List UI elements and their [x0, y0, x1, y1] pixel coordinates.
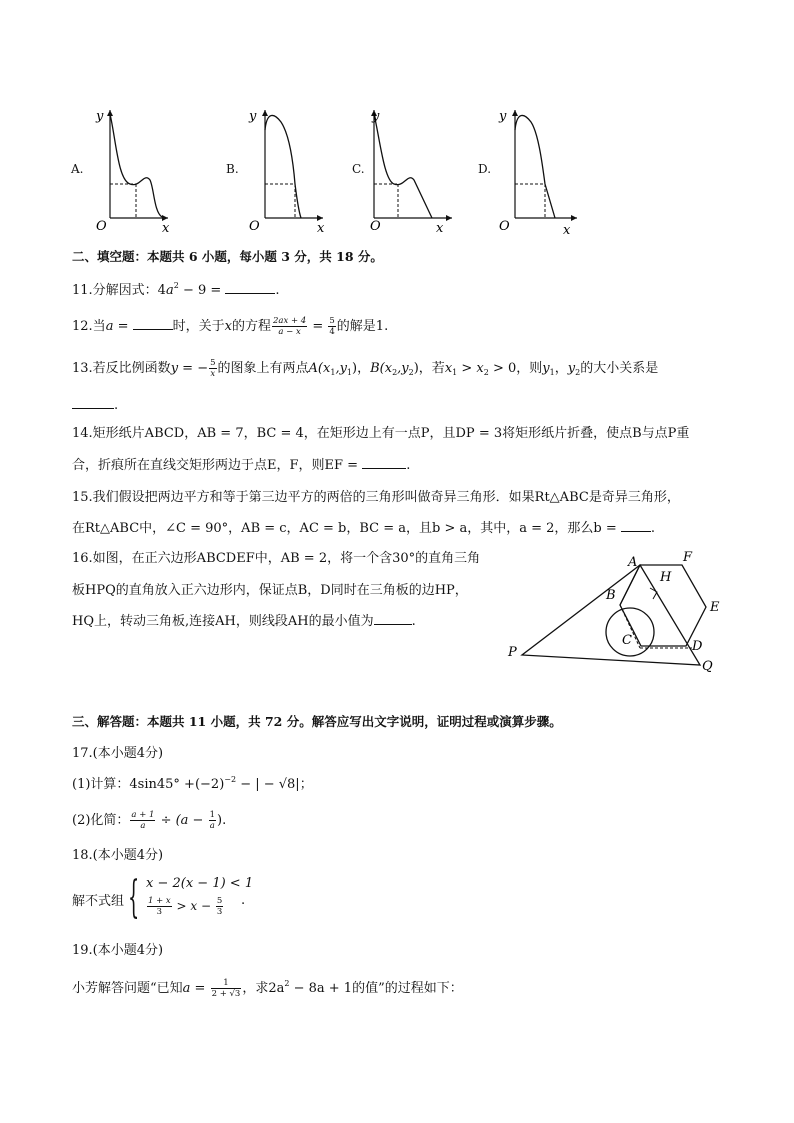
q18-frac2-num: 5 — [216, 896, 223, 906]
label-b: B — [606, 588, 616, 603]
q16-line3-text: HQ上，转动三角板,连接AH，则线段AH的最小值为 — [72, 614, 374, 629]
section-3-title: 三、解答题：本题共 11 小题，共 72 分。解答应写出文字说明，证明过程或演算步骤。 — [72, 714, 562, 729]
q13-p1: )， — [352, 361, 371, 376]
q16-answer-blank[interactable] — [374, 612, 412, 625]
question-18-prefix: 解不式组 — [72, 894, 125, 909]
q17-frac-den: a — [140, 821, 146, 831]
q17-p2: (2)化简： — [72, 813, 130, 828]
q17-fraction-2 — [209, 810, 216, 831]
question-18-heading: 18.(本小题4分) — [72, 848, 164, 863]
q12-frac-num: 2ax + 4 — [273, 316, 307, 326]
q18-fraction-2 — [216, 896, 223, 917]
label-c: C — [622, 633, 632, 648]
q13-y: y — [170, 361, 179, 376]
q12-eq2: = — [308, 319, 328, 334]
q18-inequality-1: x − 2(x − 1) < 1 — [146, 876, 254, 891]
q19-fraction — [211, 978, 242, 999]
q12-pre: 12.当 — [72, 319, 106, 334]
q17-p1: (1)计算：4sin45° +(−2) — [72, 777, 225, 792]
question-16-line2: 板HPQ的直角放入正六边形内，保证点B，D同时在三角板的边HP， — [72, 583, 468, 598]
q19-end: − 8a + 1的值”的过程如下： — [289, 981, 463, 996]
q13-point-a: A(x — [308, 361, 331, 376]
q18-frac-num: 1 + x — [148, 896, 171, 906]
q13-frac-num: 5 — [210, 358, 216, 368]
label-p: P — [508, 645, 517, 660]
q13-y2: y — [567, 361, 576, 376]
option-a-label: A. — [71, 162, 84, 176]
q11-var: a — [165, 283, 174, 298]
label-a: A — [628, 555, 638, 570]
q15-line2-text: 在Rt△ABC中，∠C = 90°，AB = c，AC = b，BC = a，且b > a，其中，a = 2，那么b = — [72, 521, 621, 536]
q19-mid: ，求2a — [242, 981, 285, 996]
q13-sub8: 2 — [575, 368, 581, 377]
option-d-graph — [493, 100, 613, 240]
q17-p1b: − | − √8|； — [236, 777, 313, 792]
q12-fraction — [272, 316, 307, 337]
q13-end2: . — [114, 398, 119, 413]
question-15-line2 — [72, 519, 655, 538]
question-17-part1 — [72, 776, 313, 795]
label-e: E — [710, 600, 720, 615]
label-h: H — [660, 570, 672, 585]
option-c-y-label: y — [372, 109, 380, 124]
question-13 — [72, 358, 658, 379]
q12-mid: 时，关于 — [172, 319, 225, 334]
question-14-line1: 14.矩形纸片ABCD，AB = 7，BC = 4，在矩形边上有一点P，且DP = 3将矩形纸片折叠，使点B与点P重 — [72, 426, 690, 441]
q13-comma: ， — [554, 361, 568, 376]
q19-a: a = — [182, 981, 210, 996]
q12-var: a — [105, 319, 114, 334]
q12-frac2-num: 5 — [329, 316, 335, 326]
question-17-heading: 17.(本小题4分) — [72, 746, 164, 761]
q14-end: . — [406, 458, 411, 473]
q12-end: 的解是1. — [336, 319, 389, 334]
q13-c2: ,y — [397, 361, 409, 376]
q12-frac2-den: 4 — [329, 327, 335, 337]
q11-answer-blank[interactable] — [225, 281, 275, 294]
q19-frac-den: 2 + √3 — [211, 989, 241, 999]
label-q: Q — [702, 659, 713, 674]
q13-sub4: 2 — [408, 368, 414, 377]
option-d-origin: O — [499, 219, 510, 234]
q18-fraction — [147, 896, 172, 917]
option-c-graph — [352, 100, 472, 240]
q14-line2-text: 合，折痕所在直线交矩形两边于点E，F，则EF = — [72, 458, 363, 473]
q13-sub6: 2 — [483, 368, 489, 377]
q11-rest: − 9 = — [178, 283, 226, 298]
question-13-line2 — [72, 396, 118, 415]
option-a-graph — [88, 100, 208, 240]
q13-frac-den: x — [210, 369, 216, 379]
q15-answer-blank[interactable] — [621, 519, 651, 532]
q18-end: . — [241, 893, 246, 908]
q17-fraction — [130, 810, 155, 831]
q17-end: ). — [217, 813, 227, 828]
label-f: F — [683, 550, 693, 565]
option-b-origin: O — [249, 219, 260, 234]
option-b-label: B. — [226, 162, 239, 176]
q17-p1-exp: −2 — [224, 775, 237, 784]
question-16-line3 — [72, 612, 416, 631]
q17-frac2-num: 1 — [209, 810, 215, 820]
q13-p2: )，若 — [413, 361, 445, 376]
option-d-label: D. — [478, 162, 492, 176]
q12-eq: = — [113, 319, 133, 334]
q18-frac-den: 3 — [156, 907, 163, 917]
q13-end: 的大小关系是 — [580, 361, 659, 376]
q13-cond: x — [444, 361, 453, 376]
triangle — [522, 565, 700, 665]
question-12 — [72, 316, 388, 337]
question-11 — [72, 281, 280, 301]
q13-sub7: 1 — [549, 368, 555, 377]
option-b-y-label: y — [249, 109, 257, 124]
option-b-graph — [243, 100, 363, 240]
option-d-y-label: y — [499, 109, 507, 124]
question-19-heading: 19.(本小题4分) — [72, 943, 164, 958]
q17-mid: ÷ (a − — [156, 813, 208, 828]
q13-fraction — [209, 358, 216, 379]
question-16-line1: 16.如图，在正六边形ABCDEF中，AB = 2，将一个含30°的直角三角 — [72, 551, 481, 566]
q11-end: . — [275, 283, 280, 298]
q13-gt: > x — [457, 361, 484, 376]
circle — [606, 608, 654, 656]
option-a-x-label: x — [162, 221, 170, 236]
option-c-origin: O — [370, 219, 381, 234]
option-d-x-label: x — [563, 223, 571, 238]
q13-sub3: 2 — [392, 368, 398, 377]
q12-mid2: 的方程 — [231, 319, 271, 334]
q11-text: 11.分解因式：4 — [72, 283, 166, 298]
option-a-origin: O — [96, 219, 107, 234]
q12-frac-den: a − x — [278, 327, 301, 337]
question-17-part2 — [72, 810, 226, 831]
q16-end: . — [411, 614, 416, 629]
q14-answer-blank[interactable] — [362, 456, 406, 469]
system-brace: { — [128, 872, 140, 923]
q11-exp: 2 — [173, 281, 179, 290]
q12-fraction-2 — [328, 316, 335, 337]
q13-pre: 13.若反比例函数 — [72, 361, 171, 376]
label-d: D — [692, 639, 703, 654]
q17-frac2-den: a — [209, 821, 215, 831]
q13-point-b: B(x — [370, 361, 393, 376]
q13-c1: ,y — [335, 361, 347, 376]
q13-mid: 的图象上有两点 — [217, 361, 309, 376]
option-c-x-label: x — [436, 221, 444, 236]
q18-mid: > x − — [172, 899, 215, 913]
q19-pre: 小芳解答问题“已知 — [72, 981, 183, 996]
q19-exp: 2 — [284, 979, 290, 988]
q13-y1: y — [542, 361, 550, 376]
q17-frac-num: a + 1 — [131, 810, 155, 820]
question-15-line1: 15.我们假设把两边平方和等于第三边平方的两倍的三角形叫做奇异三角形．如果Rt△ABC是奇异三角形， — [72, 490, 680, 505]
q18-frac2-den: 3 — [216, 907, 223, 917]
q12-x: x — [224, 319, 232, 334]
question-19-text — [72, 978, 463, 999]
q13-answer-blank[interactable] — [72, 396, 114, 409]
hexagon-triangle-figure — [500, 548, 730, 678]
q13-eq: = − — [178, 361, 209, 376]
option-b-x-label: x — [317, 221, 325, 236]
q13-gt0: > 0，则 — [488, 361, 543, 376]
q19-frac-num: 1 — [211, 978, 242, 989]
q12-answer-blank[interactable] — [133, 317, 173, 330]
q18-inequality-2 — [146, 896, 224, 917]
q13-sub1: 1 — [330, 368, 336, 377]
section-2-title: 二、填空题：本题共 6 小题，每小题 3 分，共 18 分。 — [72, 249, 383, 264]
q13-sub2: 1 — [346, 368, 353, 377]
option-c-label: C. — [352, 162, 365, 176]
q13-sub5: 1 — [452, 368, 458, 377]
question-14-line2 — [72, 456, 410, 475]
option-a-y-label: y — [96, 109, 104, 124]
q15-end: . — [650, 521, 656, 536]
